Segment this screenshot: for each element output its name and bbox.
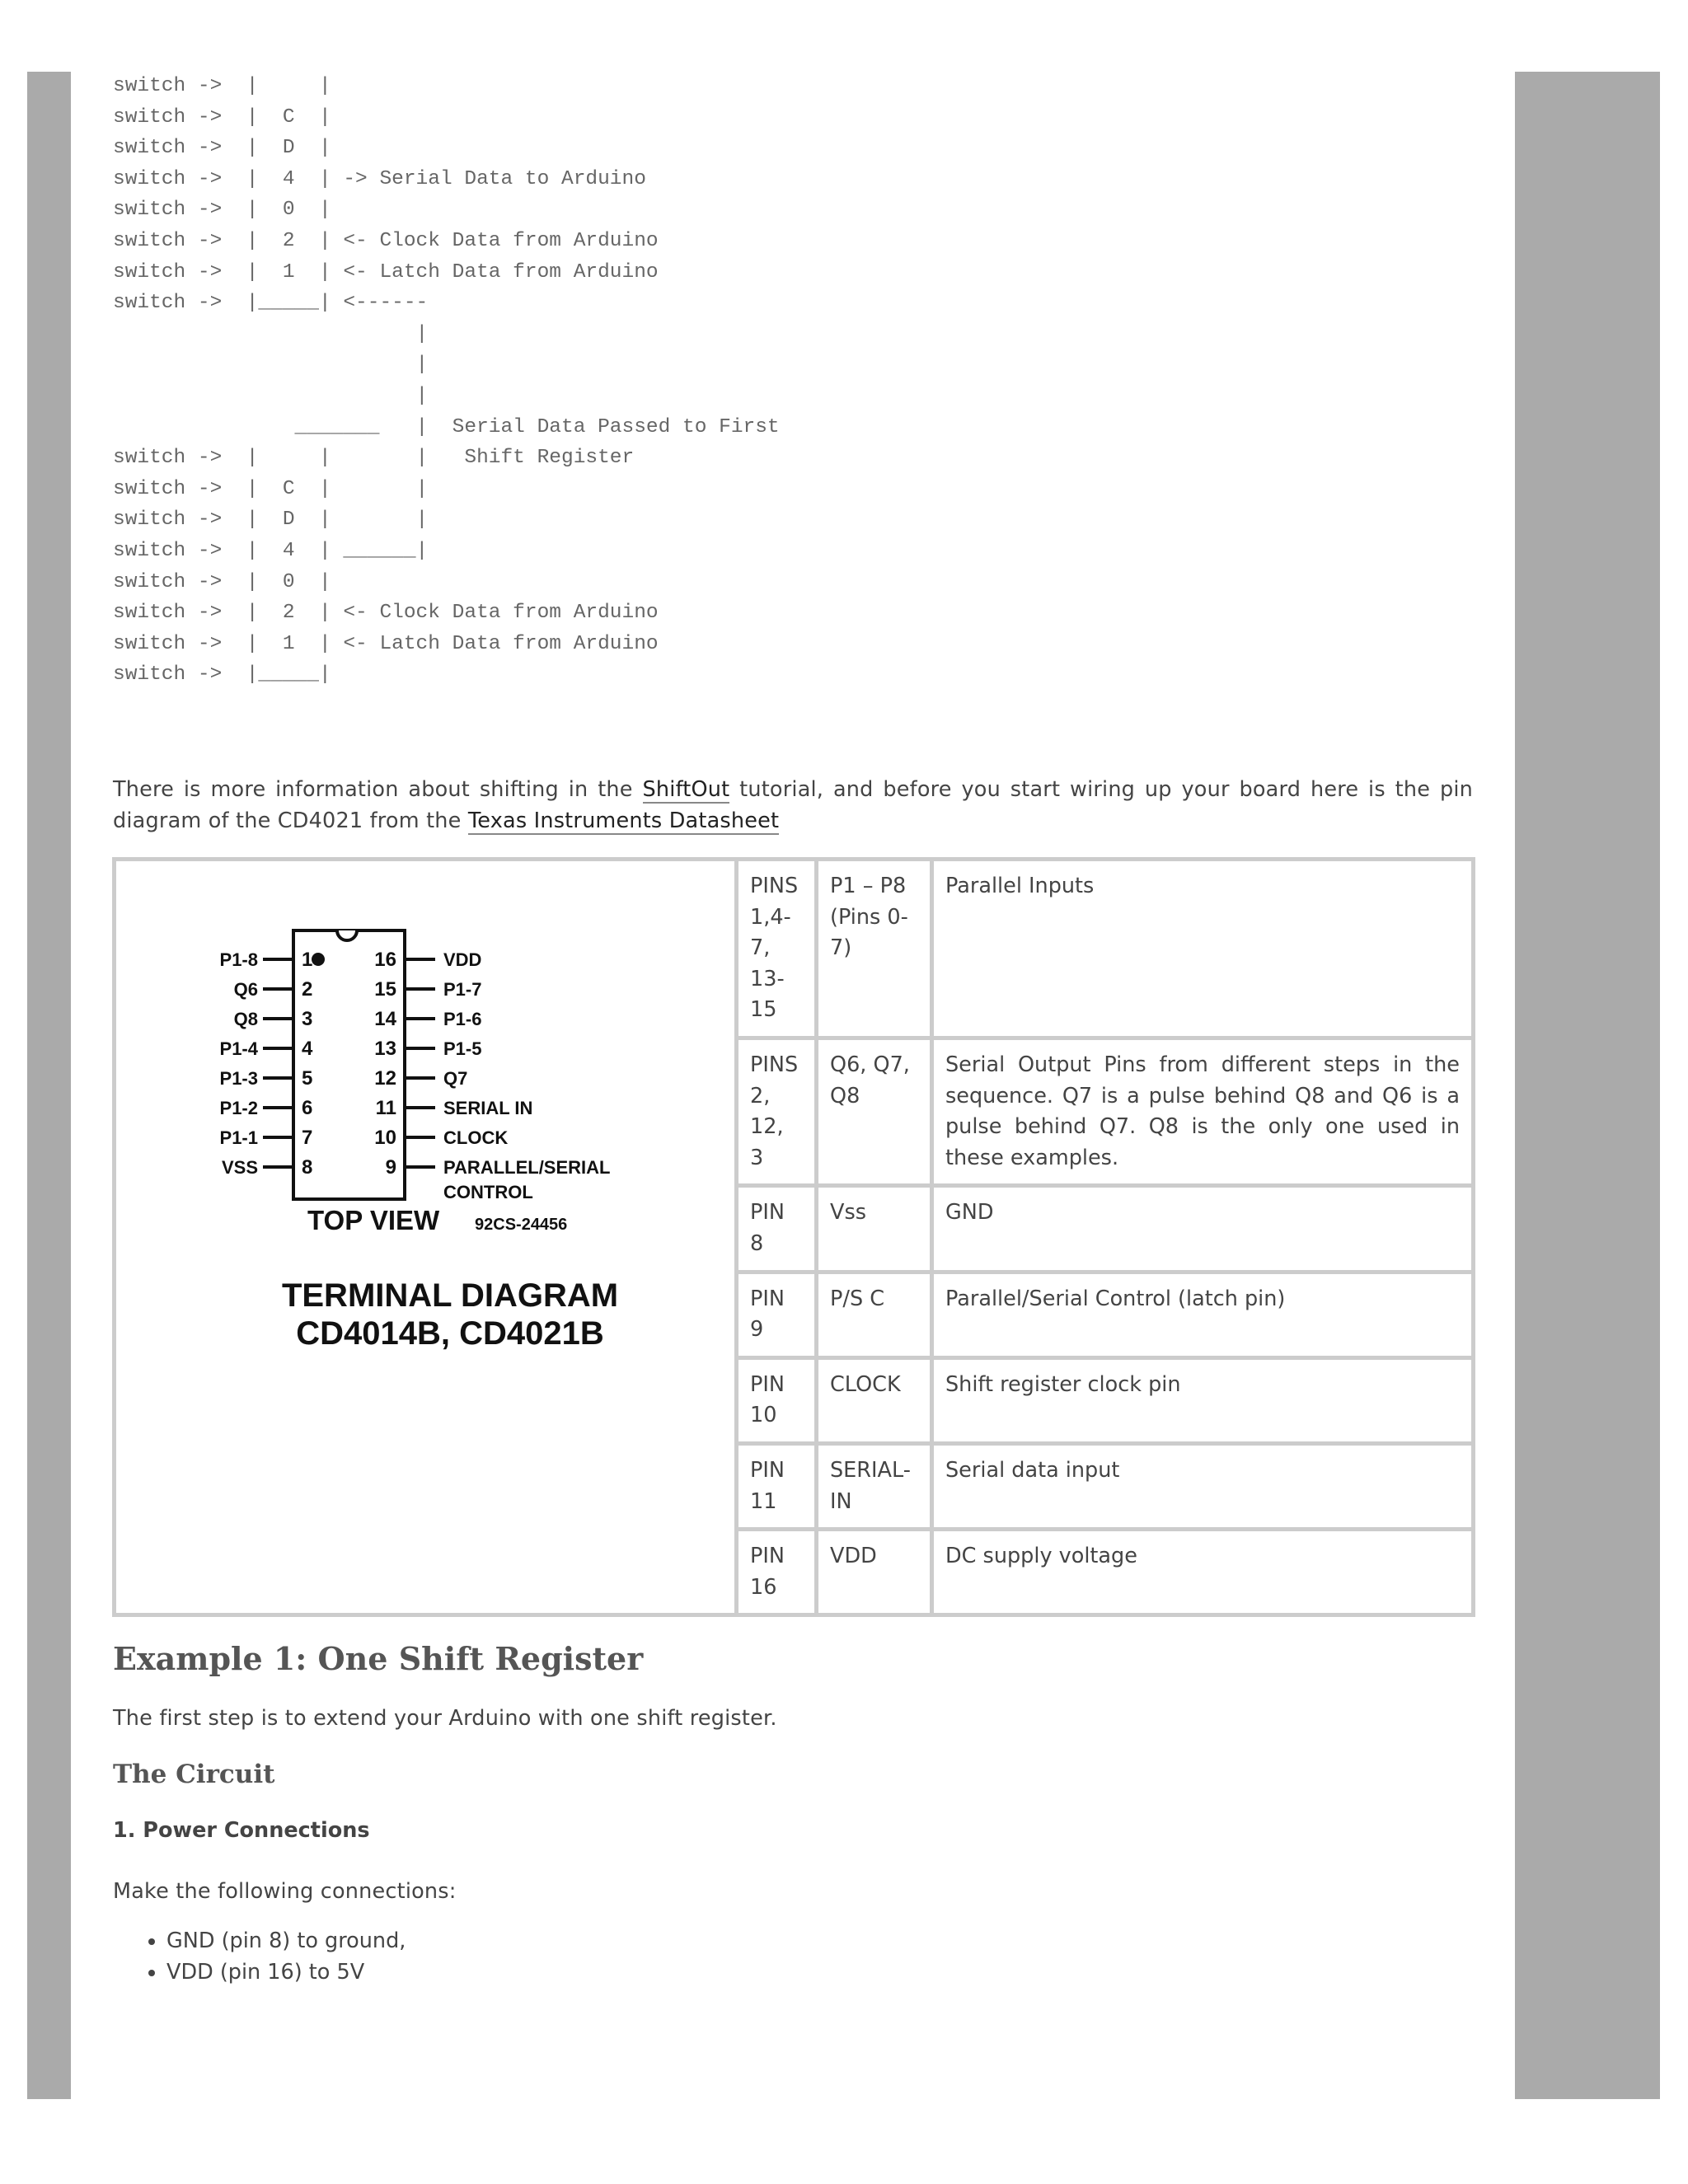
pin-name-cell: Q6, Q7, Q8 — [817, 1038, 932, 1185]
pin-label-left: VSS — [221, 1157, 258, 1178]
pin-label-left: P1-2 — [219, 1098, 258, 1118]
chip-diagram-cell — [115, 860, 737, 1615]
pin-label-right: P1-5 — [443, 1038, 482, 1059]
intro-text-1: There is more information about shifting in the — [113, 777, 643, 802]
pin-description-cell: Parallel/Serial Control (latch pin) — [932, 1272, 1474, 1357]
pin-label-right: CLOCK — [443, 1127, 509, 1148]
list-item: • GND (pin 8) to ground, — [166, 1926, 406, 1957]
pin-number-cell: PIN 11 — [737, 1443, 817, 1529]
right-sidebar-bar — [1515, 72, 1660, 2099]
pin-name-cell: P1 – P8 (Pins 0-7) — [817, 860, 932, 1038]
pin-number-left: 8 — [302, 1156, 313, 1179]
pin-name-cell: VDD — [817, 1530, 932, 1615]
pin-name-cell: Vss — [817, 1186, 932, 1272]
pin-label-left: P1-4 — [219, 1038, 258, 1059]
pin-label-right: Q7 — [443, 1068, 468, 1089]
pin-number-right: 12 — [374, 1067, 396, 1090]
example-text: The first step is to extend your Arduino with one shift register. — [113, 1706, 777, 1731]
code-block — [113, 71, 1473, 691]
pin-number-right: 10 — [374, 1127, 396, 1149]
pin-number-left: 2 — [302, 978, 313, 1001]
diagram-title-line2: CD4014B, CD4021B — [296, 1315, 604, 1352]
pin-name-cell: SERIAL-IN — [817, 1443, 932, 1529]
pin-description-cell: Parallel Inputs — [932, 860, 1474, 1038]
table-row — [115, 860, 1474, 1038]
pin-label-left: Q8 — [233, 1009, 258, 1029]
pin-label-left: Q6 — [233, 979, 258, 1000]
pin-label-left: P1-3 — [219, 1068, 258, 1089]
chip-terminal-diagram — [116, 861, 734, 1389]
pin-label-left: P1-1 — [219, 1127, 258, 1148]
diagram-code: 92CS-24456 — [475, 1216, 568, 1234]
pin-label-right: P1-6 — [443, 1009, 482, 1029]
example-heading: Example 1: One Shift Register — [113, 1640, 644, 1677]
pin-description-cell: DC supply voltage — [932, 1530, 1474, 1615]
pin-description-cell: Serial data input — [932, 1443, 1474, 1529]
shiftout-link[interactable]: ShiftOut — [642, 777, 730, 802]
ascii-diagram: switch -> | | switch -> | C | switch -> | D | switch -> | 4 | -> Serial Data to Arduino switch -> | 0 | switch -> | 2 | <- Clock Data from Arduino switch -> | 1 | <- Latch Data from Arduino switch -> |_____| <------ | | | _______ | Serial Data Passed to First switch -> | | | Shift Register switch -> | C | | switch -> | D | | switch -> | 4 | ______| switch -> | 0 | switch -> | 2 | <- Clock Data from Arduino switch -> | 1 | <- Latch Data from Arduino switch -> |_____| — [113, 75, 780, 687]
circuit-heading: The Circuit — [113, 1760, 275, 1789]
intro-paragraph — [113, 775, 1473, 837]
pin-number-cell: PINS 1,4-7, 13-15 — [737, 860, 817, 1038]
diagram-title-line1: TERMINAL DIAGRAM — [281, 1277, 619, 1314]
list-item: • VDD (pin 16) to 5V — [166, 1957, 406, 1989]
pin1-marker — [312, 953, 325, 966]
pin-description-cell: GND — [932, 1186, 1474, 1272]
pin-number-right: 16 — [374, 949, 396, 971]
pin-number-right: 14 — [374, 1008, 396, 1030]
pin-number-left: 1 — [302, 949, 313, 971]
pin-number-left: 5 — [302, 1067, 313, 1090]
pin-number-cell: PIN 9 — [737, 1272, 817, 1357]
pin-number-left: 3 — [302, 1008, 313, 1030]
chip-notch — [337, 930, 357, 940]
pin-number-right: 11 — [375, 1097, 396, 1119]
pin-label-right: VDD — [443, 949, 482, 970]
pin-label-right: P1-7 — [443, 979, 482, 1000]
pin-label-right-extra: CONTROL — [443, 1182, 533, 1202]
top-view-label: TOP VIEW — [307, 1205, 440, 1235]
pin-table — [112, 857, 1475, 1617]
pin-name-cell: CLOCK — [817, 1357, 932, 1443]
pin-number-cell: PINS 2, 12, 3 — [737, 1038, 817, 1185]
pin-number-left: 4 — [302, 1038, 313, 1060]
pin-label-right: SERIAL IN — [443, 1098, 533, 1118]
datasheet-link[interactable]: Texas Instruments Datasheet — [467, 808, 780, 833]
intro-text-2: tutorial, and before you start wiring up your board here is the pin diagram of the CD4021 from the — [113, 777, 1473, 833]
pin-number-cell: PIN 10 — [737, 1357, 817, 1443]
pin-label-right: PARALLEL/SERIAL — [443, 1157, 611, 1178]
pin-description-cell: Serial Output Pins from different steps in the sequence. Q7 is a pulse behind Q8 and Q6 is a pulse behind Q7. Q8 is the only one used in these examples. — [932, 1038, 1474, 1185]
pin-number-cell: PIN 8 — [737, 1186, 817, 1272]
pin-number-right: 15 — [374, 978, 396, 1001]
left-sidebar-bar — [27, 72, 71, 2099]
pin-number-right: 13 — [374, 1038, 396, 1060]
pin-number-right: 9 — [385, 1156, 396, 1179]
connections-intro: Make the following connections: — [113, 1879, 457, 1904]
pin-number-left: 7 — [302, 1127, 313, 1149]
pin-number-cell: PIN 16 — [737, 1530, 817, 1615]
power-connections-heading: 1. Power Connections — [113, 1818, 370, 1843]
pin-label-left: P1-8 — [219, 949, 258, 970]
pin-number-left: 6 — [302, 1097, 313, 1119]
pin-name-cell: P/S C — [817, 1272, 932, 1357]
pin-description-cell: Shift register clock pin — [932, 1357, 1474, 1443]
connections-list — [150, 1926, 406, 1988]
